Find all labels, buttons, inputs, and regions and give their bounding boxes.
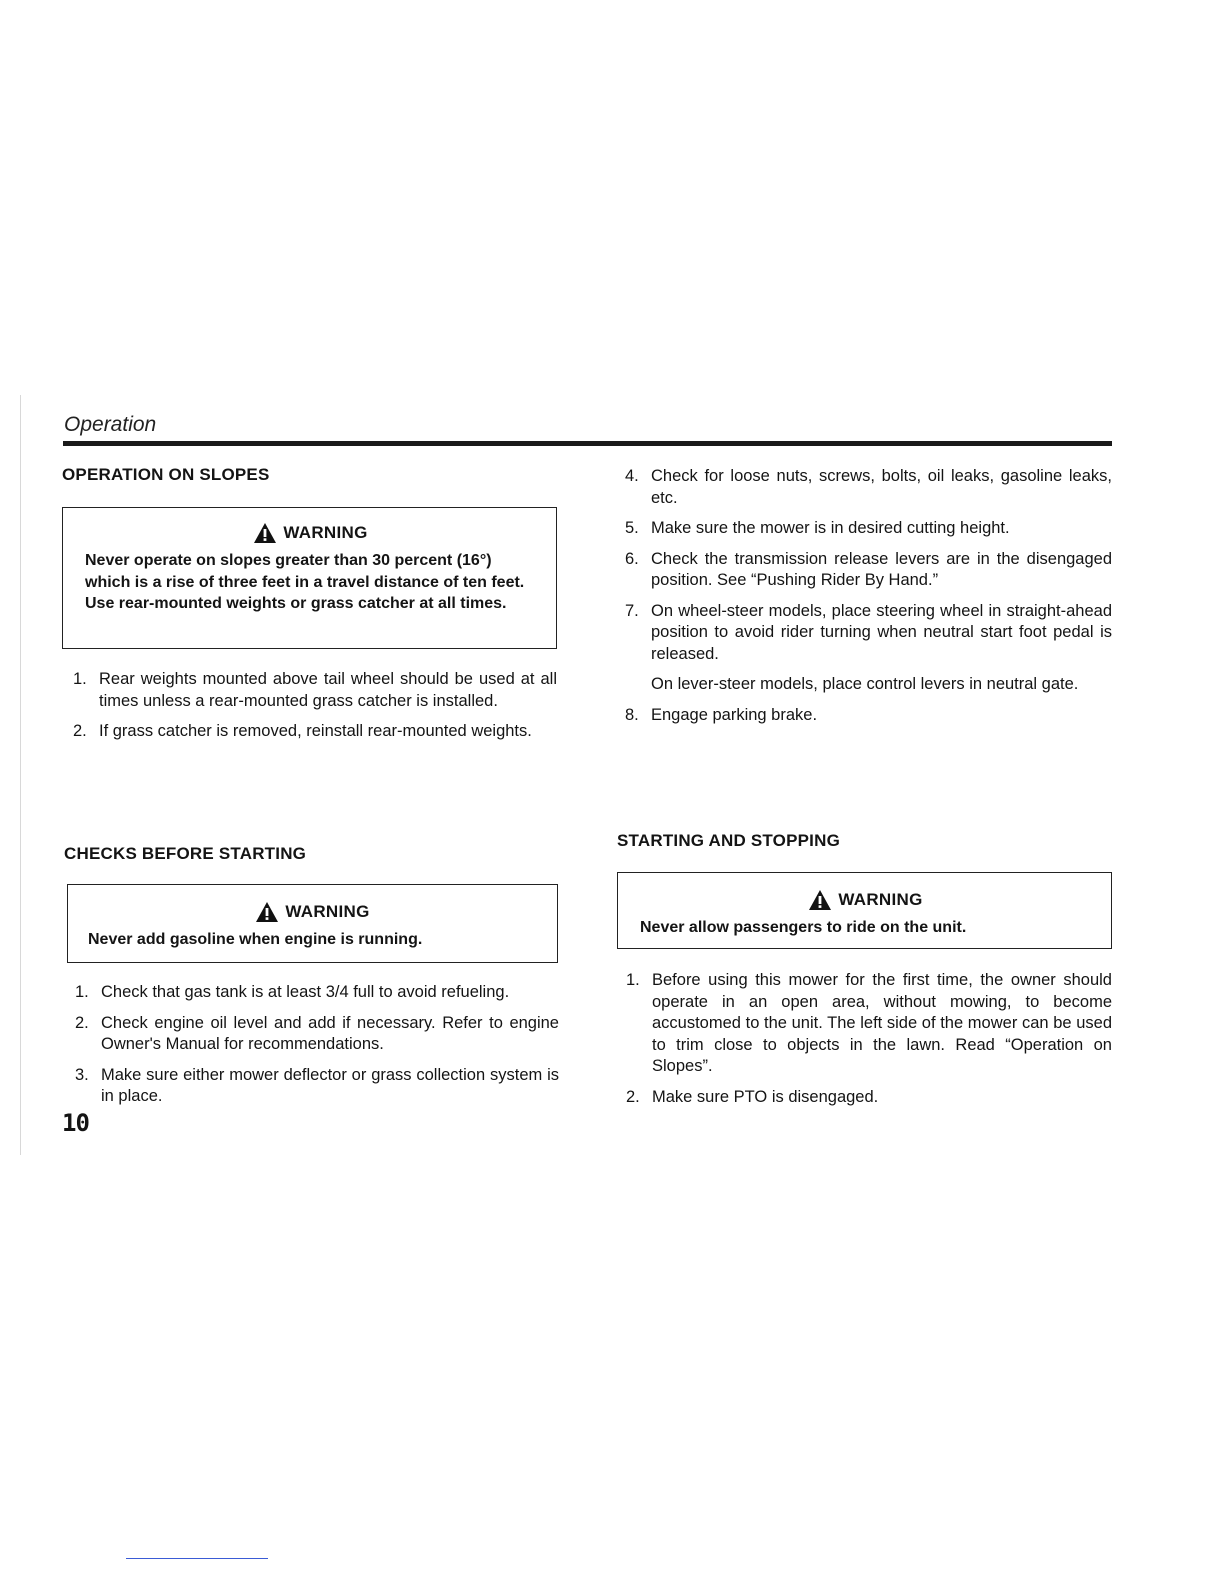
slopes-list-container: [73, 669, 557, 752]
starting-warning-box: [617, 872, 1112, 949]
starting-list: [626, 970, 1112, 1108]
checks-continued-list: [625, 466, 1112, 665]
checks-list-container: [75, 982, 559, 1117]
slopes-warning-text: Never operate on slopes greater than 30 percent (16°) which is a rise of three feet in a travel distance of ten feet. Use rear-mounted weights or grass catcher at all times.: [85, 552, 525, 612]
checks-warning-box: [67, 884, 558, 963]
warning-icon: [255, 901, 279, 923]
list-item: 2. Check engine oil level and add if necessary. Refer to engine Owner's Manual for recommendations.: [75, 1013, 559, 1053]
starting-warning-header: [640, 889, 1091, 911]
page-edge-rule: [20, 395, 21, 1155]
checks-continued-container: [625, 466, 1112, 735]
warning-label: WARNING: [285, 902, 370, 921]
page-number: 10: [62, 1109, 89, 1137]
checks-heading: CHECKS BEFORE STARTING: [64, 844, 307, 863]
warning-label: WARNING: [838, 890, 923, 909]
list-item: 8. Engage parking brake.: [625, 705, 818, 724]
list-item: 4. Check for loose nuts, screws, bolts, oil leaks, gasoline leaks, etc.: [625, 467, 1112, 507]
warning-label: WARNING: [283, 523, 368, 542]
checks-final-list: [625, 705, 1112, 727]
slopes-heading: OPERATION ON SLOPES: [62, 465, 270, 484]
starting-heading: STARTING AND STOPPING: [617, 831, 841, 850]
warning-icon: [808, 889, 832, 911]
list-item: 7. On wheel-steer models, place steering wheel in straight-ahead position to avoid rider turning when neutral start foot pedal is released.: [625, 601, 1112, 663]
slopes-list: [73, 669, 557, 743]
bottom-rule: [126, 1558, 268, 1559]
slopes-warning-box: [62, 507, 557, 649]
list-item: 1. Check that gas tank is at least 3/4 full to avoid refueling.: [75, 983, 510, 1001]
starting-list-container: [626, 970, 1112, 1117]
list-item: 1. Rear weights mounted above tail wheel should be used at all times unless a rear-mounted grass catcher is installed.: [73, 670, 557, 710]
checks-warning-header: [88, 901, 537, 923]
starting-warning-text: Never allow passengers to ride on the unit.: [640, 919, 967, 936]
list-item: 2. If grass catcher is removed, reinstall rear-mounted weights.: [73, 722, 532, 740]
checks-warning-text: Never add gasoline when engine is running.: [88, 931, 423, 948]
list-item: 6. Check the transmission release levers are in the disengaged position. See “Pushing Rider By Hand.”: [625, 549, 1112, 589]
checks-list: [75, 982, 559, 1108]
list-item: 2. Make sure PTO is disengaged.: [626, 1087, 879, 1106]
list-item: 3. Make sure either mower deflector or grass collection system is in place.: [75, 1065, 559, 1105]
item7-extra-paragraph: On lever-steer models, place control levers in neutral gate.: [651, 675, 1079, 693]
section-title: Operation: [64, 413, 157, 436]
list-item: 1. Before using this mower for the first time, the owner should operate in an open area, without mowing, to become accustomed to the unit. The left side of the mower can be used to trim close to objects in the lawn. Read “Operation on Slopes”.: [626, 971, 1112, 1075]
list-item: 5. Make sure the mower is in desired cutting height.: [625, 519, 1010, 537]
warning-icon: [253, 522, 277, 544]
title-rule: [63, 441, 1112, 446]
slopes-warning-header: [85, 522, 536, 544]
